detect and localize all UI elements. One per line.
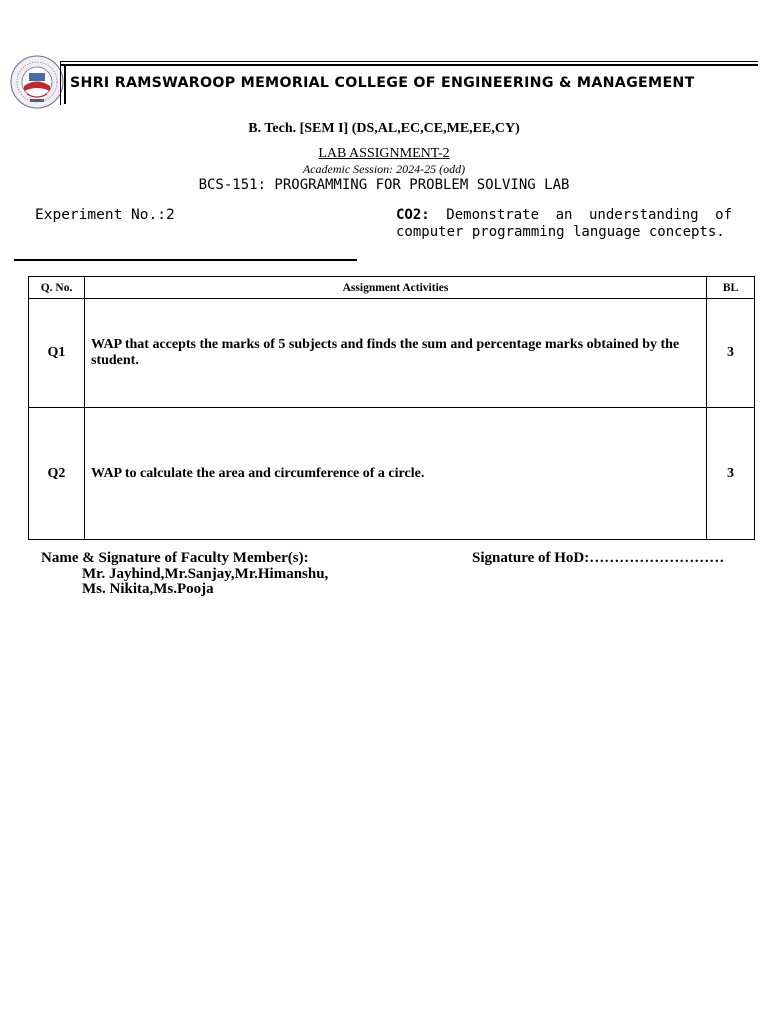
header-border-top-inner bbox=[60, 64, 758, 66]
college-name: SHRI RAMSWAROOP MEMORIAL COLLEGE OF ENGINEERING & MANAGEMENT bbox=[70, 75, 695, 91]
assignment-title: LAB ASSIGNMENT-2 bbox=[318, 146, 450, 161]
question-number: Q1 bbox=[29, 299, 85, 408]
header-border-left bbox=[60, 61, 61, 105]
column-header-bl: BL bbox=[707, 277, 755, 299]
subject-title: BCS-151: PROGRAMMING FOR PROBLEM SOLVING LAB bbox=[198, 177, 570, 193]
section-divider bbox=[14, 259, 357, 261]
faculty-names-line-2: Ms. Nikita,Ms.Pooja bbox=[82, 581, 214, 597]
column-header-activities: Assignment Activities bbox=[85, 277, 707, 299]
experiment-number: Experiment No.:2 bbox=[35, 207, 175, 223]
assignment-table bbox=[28, 276, 755, 540]
table-row bbox=[29, 408, 755, 540]
assignment-activity: WAP to calculate the area and circumference of a circle. bbox=[85, 408, 707, 540]
college-seal-icon bbox=[10, 55, 64, 109]
question-number: Q2 bbox=[29, 408, 85, 540]
hod-signature: Signature of HoD:……………………… bbox=[472, 550, 725, 566]
assignment-activity: WAP that accepts the marks of 5 subjects and finds the sum and percentage marks obtained by the student. bbox=[85, 299, 707, 408]
faculty-signature-label: Name & Signature of Faculty Member(s): bbox=[41, 550, 309, 566]
faculty-names-line-1: Mr. Jayhind,Mr.Sanjay,Mr.Himanshu, bbox=[82, 566, 329, 582]
course-line: B. Tech. [SEM I] (DS,AL,EC,CE,ME,EE,CY) bbox=[248, 121, 520, 136]
header-border-left-inner bbox=[64, 64, 66, 104]
course-outcome-text: Demonstrate an understanding of computer programming language concepts. bbox=[396, 207, 732, 240]
table-header-row bbox=[29, 277, 755, 299]
table-row bbox=[29, 299, 755, 408]
academic-session: Academic Session: 2024-25 (odd) bbox=[302, 162, 466, 176]
header-border-top bbox=[60, 61, 758, 62]
course-outcome bbox=[396, 207, 732, 241]
column-header-qno: Q. No. bbox=[29, 277, 85, 299]
bloom-level: 3 bbox=[707, 408, 755, 540]
course-outcome-label: CO2: bbox=[396, 207, 430, 223]
bloom-level: 3 bbox=[707, 299, 755, 408]
